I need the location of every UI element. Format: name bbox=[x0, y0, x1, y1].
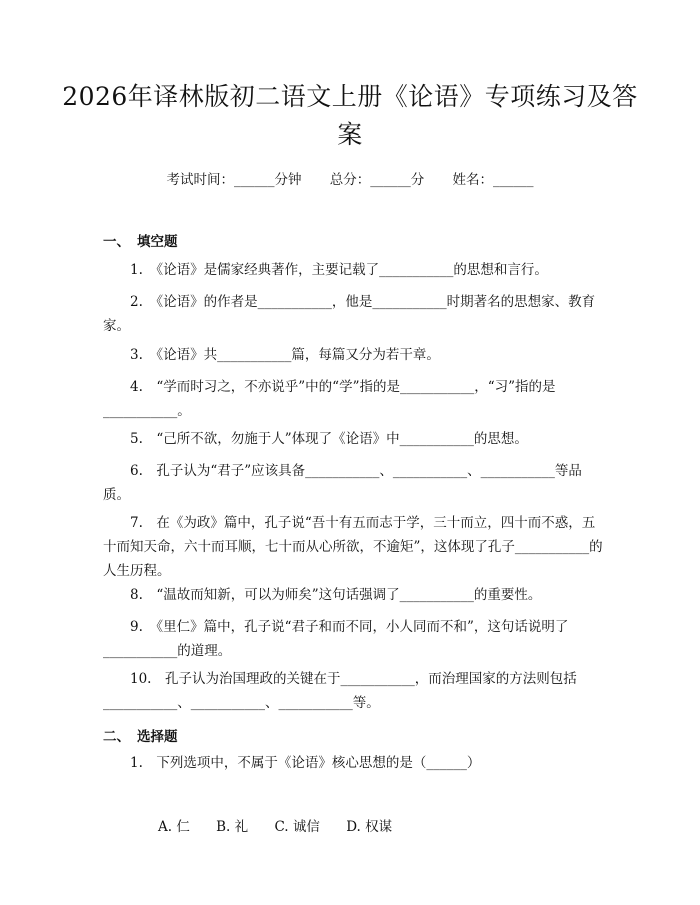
section-multiple-choice bbox=[103, 725, 178, 745]
section-number: 二、 bbox=[103, 729, 130, 745]
exam-name: 姓名：______ bbox=[452, 172, 534, 188]
fill-question-2: 2. 《论语》的作者是___________，他是___________时期著名的思想家、教育家。 bbox=[103, 294, 596, 334]
fill-question-6: 6. 孔子认为“君子”应该具备___________、___________、___________等品质。 bbox=[103, 463, 582, 503]
choice-question-1: 1. 下列选项中，不属于《论语》核心思想的是（______） bbox=[130, 755, 481, 771]
section-fill-blank bbox=[103, 230, 178, 250]
exam-score: 总分：______分 bbox=[329, 172, 425, 188]
exam-time: 考试时间：______分钟 bbox=[166, 172, 302, 188]
page-title: 2026年译林版初二语文上册《论语》专项练习及答案 bbox=[62, 82, 638, 149]
choice-options bbox=[158, 815, 414, 835]
section-number: 一、 bbox=[103, 234, 130, 250]
section-label: 选择题 bbox=[137, 729, 178, 745]
option-c: C. 诚信 bbox=[274, 819, 320, 835]
fill-question-1: 1. 《论语》是儒家经典著作，主要记载了___________的思想和言行。 bbox=[130, 262, 548, 278]
fill-question-10: 10. 孔子认为治国理政的关键在于___________，而治理国家的方法则包括___________、___________、___________等。 bbox=[103, 671, 577, 711]
fill-question-8: 8. “温故而知新，可以为师矣”这句话强调了___________的重要性。 bbox=[130, 587, 542, 603]
fill-question-4: 4. “学而时习之，不亦说乎”中的“学”指的是___________，“习”指的是___________。 bbox=[103, 379, 556, 419]
option-d: D. 权谋 bbox=[346, 819, 393, 835]
fill-question-3: 3. 《论语》共___________篇，每篇又分为若干章。 bbox=[130, 347, 440, 363]
option-a: A. 仁 bbox=[158, 819, 190, 835]
fill-question-7: 7. 在《为政》篇中，孔子说“吾十有五而志于学，三十而立，四十而不惑，五十而知天命，六十而耳顺，七十而从心所欲，不逾矩”，这体现了孔子___________的人生历程。 bbox=[103, 515, 603, 579]
exam-meta bbox=[0, 168, 700, 188]
fill-question-5: 5. “己所不欲，勿施于人”体现了《论语》中___________的思想。 bbox=[130, 431, 528, 447]
option-b: B. 礼 bbox=[216, 819, 249, 835]
fill-question-9: 9. 《里仁》篇中，孔子说“君子和而不同，小人同而不和”，这句话说明了___________的道理。 bbox=[103, 619, 569, 659]
section-label: 填空题 bbox=[137, 234, 178, 250]
